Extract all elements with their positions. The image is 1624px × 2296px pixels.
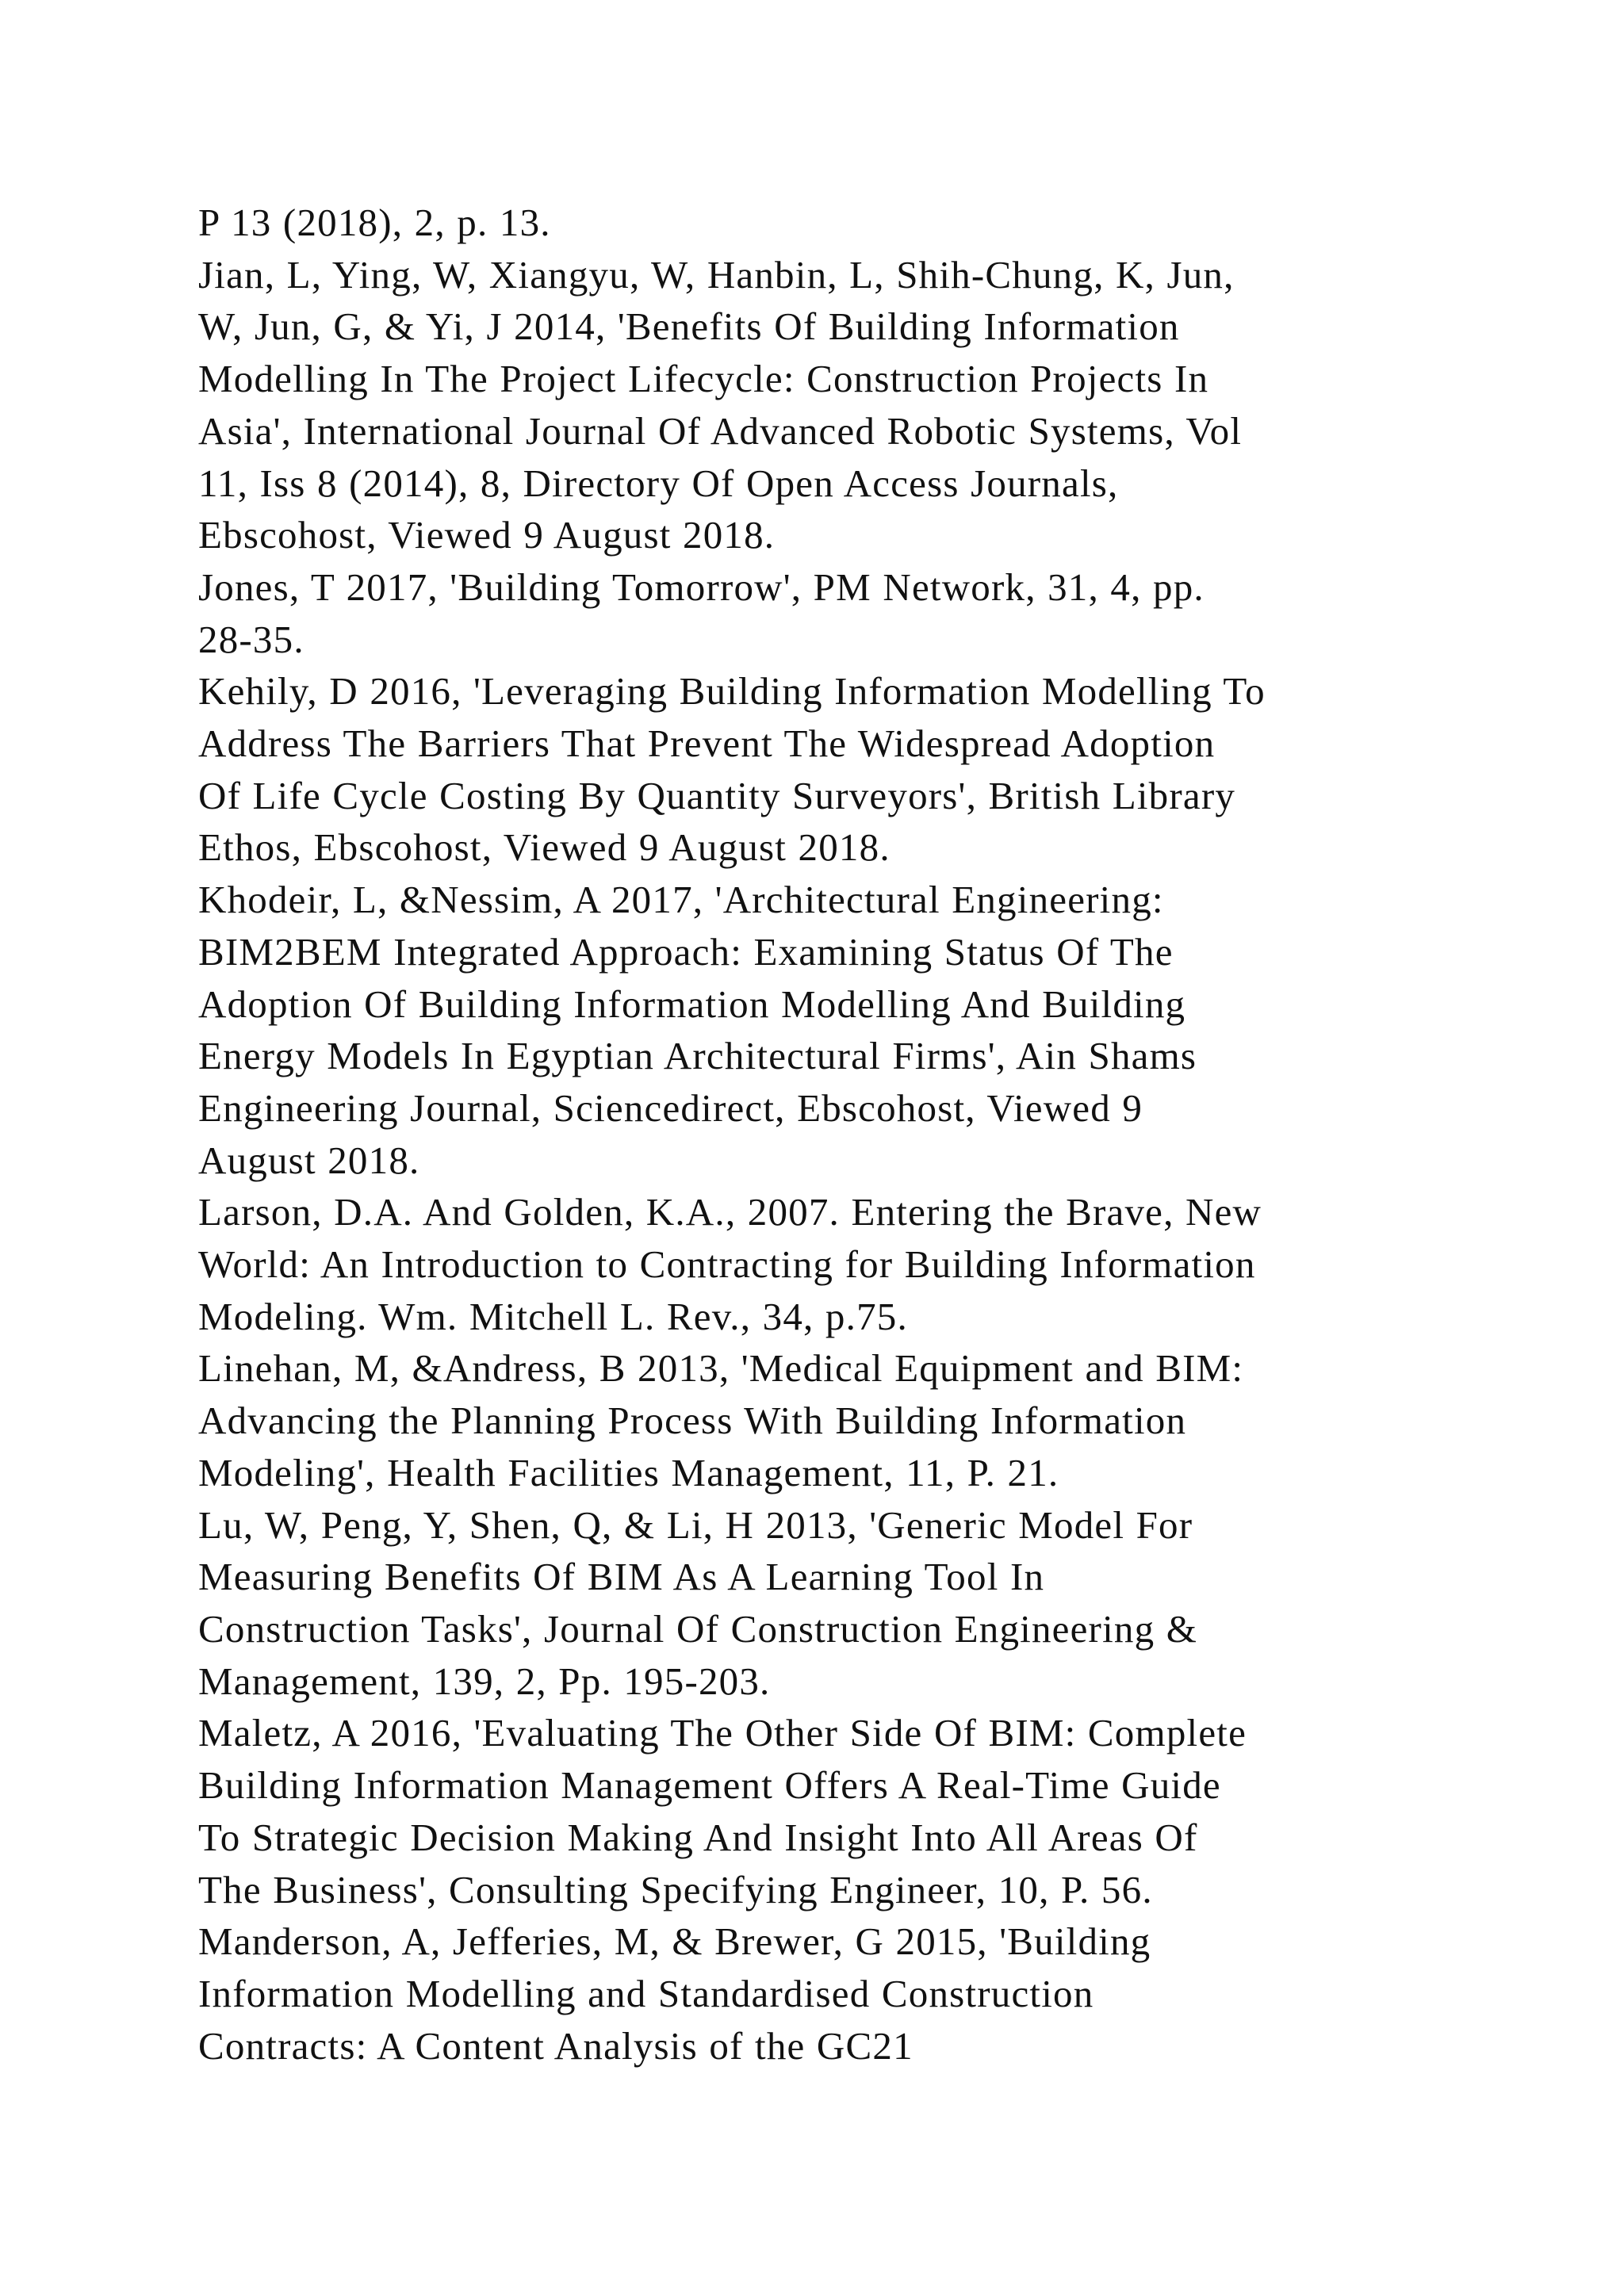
text-line: Modeling. Wm. Mitchell L. Rev., 34, p.75. [198, 1294, 908, 1338]
text-line: Jian, L, Ying, W, Xiangyu, W, Hanbin, L, Shih-Chung, K, Jun, [198, 252, 1235, 297]
text-line: Manderson, A, Jefferies, M, & Brewer, G 2015, 'Building [198, 1919, 1151, 1964]
text-line: Contracts: A Content Analysis of the GC21 [198, 2023, 914, 2068]
text-line: Engineering Journal, Sciencedirect, Ebscohost, Viewed 9 [198, 1085, 1143, 1130]
text-line: W, Jun, G, & Yi, J 2014, 'Benefits Of Building Information [198, 304, 1180, 349]
text-line: Information Modelling and Standardised Construction [198, 1971, 1094, 2015]
text-line: Ethos, Ebscohost, Viewed 9 August 2018. [198, 825, 891, 870]
text-line: Address The Barriers That Prevent The Widespread Adoption [198, 721, 1216, 766]
text-line: Of Life Cycle Costing By Quantity Surveyors', British Library [198, 773, 1236, 817]
text-line: Management, 139, 2, Pp. 195-203. [198, 1659, 771, 1703]
text-line: 28-35. [198, 617, 304, 661]
text-line: P 13 (2018), 2, p. 13. [198, 201, 551, 244]
text-line: Advancing the Planning Process With Building Information [198, 1399, 1187, 1443]
reference-list [198, 197, 1515, 2072]
text-line: Ebscohost, Viewed 9 August 2018. [198, 513, 776, 557]
text-line: Larson, D.A. And Golden, K.A., 2007. Entering the Brave, New [198, 1190, 1262, 1234]
text-line: To Strategic Decision Making And Insight Into All Areas Of [198, 1815, 1198, 1859]
text-line: Jones, T 2017, 'Building Tomorrow', PM Network, 31, 4, pp. [198, 564, 1205, 609]
text-line: Kehily, D 2016, 'Leveraging Building Information Modelling To [198, 669, 1266, 714]
text-line: Asia', International Journal Of Advanced Robotic Systems, Vol [198, 408, 1243, 453]
text-line: 11, Iss 8 (2014), 8, Directory Of Open Access Journals, [198, 461, 1119, 505]
text-line: BIM2BEM Integrated Approach: Examining Status Of The [198, 929, 1174, 974]
text-line: Energy Models In Egyptian Architectural Firms', Ain Shams [198, 1034, 1197, 1078]
text-line: Measuring Benefits Of BIM As A Learning Tool In [198, 1555, 1045, 1599]
text-line: Modelling In The Project Lifecycle: Construction Projects In [198, 357, 1209, 401]
text-line: The Business', Consulting Specifying Engineer, 10, P. 56. [198, 1867, 1153, 1911]
text-line: Lu, W, Peng, Y, Shen, Q, & Li, H 2013, 'Generic Model For [198, 1502, 1193, 1547]
text-line: World: An Introduction to Contracting for Building Information [198, 1242, 1256, 1287]
text-line: Adoption Of Building Information Modelling And Building [198, 982, 1186, 1026]
text-line: August 2018. [198, 1138, 420, 1182]
text-line: Modeling', Health Facilities Management, 11, P. 21. [198, 1450, 1059, 1494]
text-line: Building Information Management Offers A Real-Time Guide [198, 1763, 1221, 1808]
text-line: Maletz, A 2016, 'Evaluating The Other Side Of BIM: Complete [198, 1711, 1247, 1755]
text-line: Linehan, M, &Andress, B 2013, 'Medical Equipment and BIM: [198, 1346, 1244, 1391]
text-line: Construction Tasks', Journal Of Construction Engineering & [198, 1606, 1198, 1651]
text-line: Khodeir, L, &Nessim, A 2017, 'Architectural Engineering: [198, 878, 1164, 922]
